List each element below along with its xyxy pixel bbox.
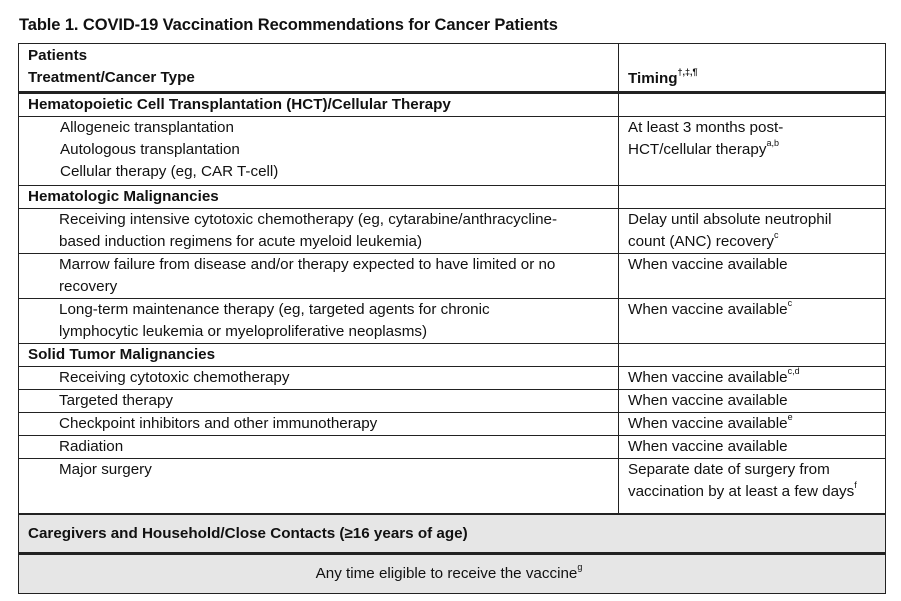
timing-cell (619, 367, 886, 390)
table-row (19, 299, 886, 344)
caregivers-timing-footnote: g (577, 561, 583, 572)
recommendations-table (18, 43, 886, 594)
timing-text: When vaccine available (628, 438, 788, 455)
header-patients: Patients (28, 47, 88, 64)
treatment-text: recovery (59, 278, 118, 295)
hct-item: Autologous transplantation (60, 141, 240, 158)
table-row (19, 254, 886, 299)
caregivers-timing-cell (19, 554, 886, 594)
hct-item: Cellular therapy (eg, CAR T-cell) (60, 163, 279, 180)
header-timing-cell (619, 44, 886, 93)
section-heading-hct: Hematopoietic Cell Transplantation (HCT)/Cellular Therapy (19, 93, 619, 117)
timing-text: count (ANC) recovery (628, 233, 775, 250)
treatment-cell: Radiation (19, 436, 619, 459)
hct-timing: At least 3 months post- (628, 119, 784, 136)
treatment-cell: Receiving cytotoxic chemotherapy (19, 367, 619, 390)
timing-text: Delay until absolute neutrophil (628, 211, 832, 228)
timing-text: vaccination by at least a few days (628, 483, 855, 500)
section-heading-solid: Solid Tumor Malignancies (19, 344, 619, 367)
timing-text: When vaccine available (628, 369, 788, 386)
table-row (19, 459, 886, 515)
timing-cell (619, 459, 886, 515)
timing-footnote: c (774, 229, 779, 240)
section-heading-heme: Hematologic Malignancies (19, 186, 619, 209)
table-row (19, 390, 886, 413)
table-row (19, 209, 886, 254)
timing-text: Separate date of surgery from (628, 461, 830, 478)
treatment-text: based induction regimens for acute myeloid leukemia) (59, 233, 423, 250)
hct-items-cell (19, 117, 619, 186)
timing-footnote: c (787, 297, 793, 308)
timing-text: When vaccine available (628, 301, 788, 318)
timing-cell (619, 299, 886, 344)
caregivers-timing-row (19, 554, 886, 594)
hct-timing-footnote: a,b (766, 137, 779, 148)
timing-cell (619, 390, 886, 413)
timing-footnote: c,d (787, 365, 800, 376)
header-timing-footnotes: †,‡,¶ (677, 66, 698, 77)
table-title: Table 1. COVID-19 Vaccination Recommendations for Cancer Patients (19, 16, 558, 34)
table-row-hct-items (19, 117, 886, 186)
treatment-cell: Targeted therapy (19, 390, 619, 413)
timing-cell (619, 254, 886, 299)
section-row-hct (19, 93, 886, 117)
timing-cell (619, 436, 886, 459)
treatment-text: lymphocytic leukemia or myeloproliferative neoplasms) (59, 323, 428, 340)
header-treatment-type: Treatment/Cancer Type (28, 69, 195, 86)
timing-footnote: e (787, 411, 793, 422)
table-row (19, 436, 886, 459)
hct-timing-cell (619, 117, 886, 186)
header-row (19, 44, 886, 93)
timing-text: When vaccine available (628, 415, 788, 432)
section-empty-cell (619, 186, 886, 209)
treatment-cell: Major surgery (19, 459, 619, 515)
treatment-text: Receiving intensive cytotoxic chemotherapy (eg, cytarabine/anthracycline- (59, 211, 558, 228)
section-empty-cell (619, 93, 886, 117)
section-row-solid (19, 344, 886, 367)
section-row-heme (19, 186, 886, 209)
treatment-cell (19, 254, 619, 299)
hct-item: Allogeneic transplantation (60, 119, 234, 136)
treatment-cell: Checkpoint inhibitors and other immunotherapy (19, 413, 619, 436)
table-row (19, 367, 886, 390)
caregivers-heading: Caregivers and Household/Close Contacts (≥16 years of age) (19, 514, 886, 554)
section-empty-cell (619, 344, 886, 367)
caregivers-row (19, 514, 886, 554)
header-patients-cell (19, 44, 619, 93)
hct-timing: HCT/cellular therapy (628, 141, 767, 158)
timing-text: When vaccine available (628, 392, 788, 409)
treatment-cell (19, 299, 619, 344)
timing-cell (619, 413, 886, 436)
timing-text: When vaccine available (628, 256, 788, 273)
header-timing: Timing (628, 70, 678, 87)
caregivers-timing: Any time eligible to receive the vaccine (315, 565, 578, 582)
table-row (19, 413, 886, 436)
timing-footnote: f (854, 479, 857, 490)
treatment-text: Long-term maintenance therapy (eg, targeted agents for chronic (59, 301, 490, 318)
treatment-text: Marrow failure from disease and/or therapy expected to have limited or no (59, 256, 556, 273)
treatment-cell (19, 209, 619, 254)
timing-cell (619, 209, 886, 254)
